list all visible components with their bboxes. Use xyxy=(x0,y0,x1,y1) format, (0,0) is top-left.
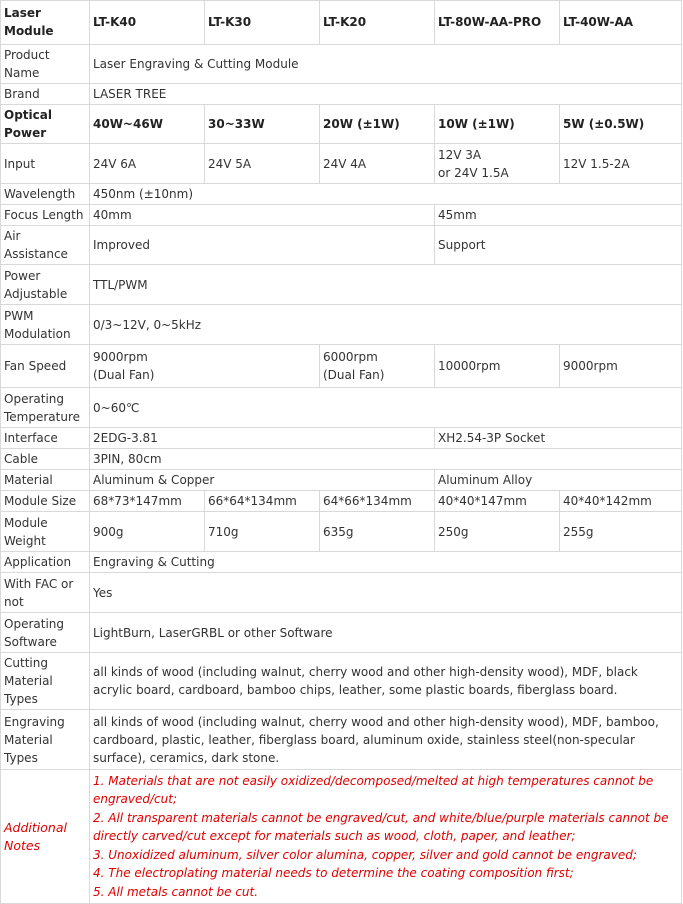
row-label xyxy=(1,613,90,653)
row-label: Input xyxy=(1,144,90,184)
model-lt-80w-aa-pro: LT-80W-AA-PRO xyxy=(435,1,560,45)
row-label xyxy=(1,388,90,428)
cell-line: (Dual Fan) xyxy=(93,368,155,382)
row-label: Application xyxy=(1,552,90,573)
row-label-line: Modulation xyxy=(4,326,71,341)
row-label xyxy=(1,265,90,305)
cell-value: 3PIN, 80cm xyxy=(90,449,682,470)
row-operating-temperature xyxy=(1,388,682,428)
row-with-fac xyxy=(1,573,682,613)
row-label: Wavelength xyxy=(1,184,90,205)
row-interface xyxy=(1,428,682,449)
row-cutting-material xyxy=(1,653,682,710)
cell-value: 250g xyxy=(435,512,560,552)
model-lt-40w-aa: LT-40W-AA xyxy=(560,1,682,45)
model-lt-k30: LT-K30 xyxy=(205,1,320,45)
cell-value: XH2.54-3P Socket xyxy=(435,428,682,449)
cell-value: 66*64*134mm xyxy=(205,491,320,512)
row-label-line: PWM xyxy=(4,308,34,323)
cell-value: Engraving & Cutting xyxy=(90,552,682,573)
row-label: Cable xyxy=(1,449,90,470)
row-label-line: Weight xyxy=(4,533,46,548)
row-label-line: Temperature xyxy=(4,409,81,424)
cell-value: 40W~46W xyxy=(90,105,205,144)
cell-value: 0~60℃ xyxy=(90,388,682,428)
cell-value: Aluminum & Copper xyxy=(90,470,435,491)
row-cable xyxy=(1,449,682,470)
row-label-line: Operating xyxy=(4,616,64,631)
row-product-name xyxy=(1,45,682,84)
row-label: Focus Length xyxy=(1,205,90,226)
row-pwm-modulation xyxy=(1,305,682,345)
cell-line: (Dual Fan) xyxy=(323,368,385,382)
note-item: 1. Materials that are not easily oxidized/decomposed/melted at high temperatures cannot be engraved/cut; xyxy=(93,773,654,807)
row-power-adjustable xyxy=(1,265,682,305)
cell-value xyxy=(90,345,320,388)
row-label: Interface xyxy=(1,428,90,449)
row-label-line: With FAC or xyxy=(4,576,74,591)
row-label-line: Cutting xyxy=(4,656,48,670)
row-label: Module Size xyxy=(1,491,90,512)
row-module-size xyxy=(1,491,682,512)
row-label xyxy=(1,653,90,710)
row-label-line: Adjustable xyxy=(4,286,68,301)
row-air-assistance xyxy=(1,226,682,265)
cell-value: LightBurn, LaserGRBL or other Software xyxy=(90,613,682,653)
row-label-line: Operating xyxy=(4,391,64,406)
row-label xyxy=(1,573,90,613)
row-engraving-material xyxy=(1,710,682,770)
header-label: Laser Module xyxy=(1,1,90,45)
cell-value: 45mm xyxy=(435,205,682,226)
model-lt-k40: LT-K40 xyxy=(90,1,205,45)
row-label: Material xyxy=(1,470,90,491)
cell-value xyxy=(320,345,435,388)
row-label xyxy=(1,710,90,770)
model-lt-k20: LT-K20 xyxy=(320,1,435,45)
row-label xyxy=(1,770,90,904)
cell-value: 710g xyxy=(205,512,320,552)
cell-value: 24V 6A xyxy=(90,144,205,184)
cell-line: 6000rpm xyxy=(323,350,378,364)
cell-value: Support xyxy=(435,226,682,265)
cell-value: Laser Engraving & Cutting Module xyxy=(90,45,682,84)
cell-value: 5W (±0.5W) xyxy=(560,105,682,144)
cell-value: TTL/PWM xyxy=(90,265,682,305)
cell-value: 12V 1.5-2A xyxy=(560,144,682,184)
row-wavelength xyxy=(1,184,682,205)
note-item: 5. All metals cannot be cut. xyxy=(93,884,259,899)
cell-value: 0/3~12V, 0~5kHz xyxy=(90,305,682,345)
cell-value: all kinds of wood (including walnut, cherry wood and other high-density wood), MDF, bamboo, cardboard, plastic, leather, fiberglass board, aluminum oxide, stainless steel(non-specular surface), ceramics, dark stone. xyxy=(90,710,682,770)
cell-value: 40*40*147mm xyxy=(435,491,560,512)
cell-value: Yes xyxy=(90,573,682,613)
row-label: Optical Power xyxy=(1,105,90,144)
row-label-line: Engraving xyxy=(4,714,65,729)
row-additional-notes xyxy=(1,770,682,904)
row-label-line: Software xyxy=(4,634,57,649)
cell-value: 40mm xyxy=(90,205,435,226)
row-label xyxy=(1,305,90,345)
cell-value: LASER TREE xyxy=(90,84,682,105)
row-label: Fan Speed xyxy=(1,345,90,388)
cell-value: 24V 5A xyxy=(205,144,320,184)
cell-value: 2EDG-3.81 xyxy=(90,428,435,449)
row-label-line: Material Types xyxy=(4,732,53,765)
row-module-weight xyxy=(1,512,682,552)
header-row xyxy=(1,1,682,45)
cell-value: 40*40*142mm xyxy=(560,491,682,512)
row-focus-length xyxy=(1,205,682,226)
cell-value: 900g xyxy=(90,512,205,552)
cell-value: Improved xyxy=(90,226,435,265)
row-optical-power xyxy=(1,105,682,144)
notes-list xyxy=(90,770,682,904)
row-label-line: Notes xyxy=(4,837,41,853)
cell-value: 20W (±1W) xyxy=(320,105,435,144)
row-label-line: Power xyxy=(4,268,41,283)
row-label-line: Module xyxy=(4,515,48,530)
cell-line: 9000rpm xyxy=(93,350,148,364)
cell-value xyxy=(435,144,560,184)
row-material xyxy=(1,470,682,491)
cell-value: 9000rpm xyxy=(560,345,682,388)
cell-value: 68*73*147mm xyxy=(90,491,205,512)
cell-value: 255g xyxy=(560,512,682,552)
cell-value: Aluminum Alloy xyxy=(435,470,682,491)
cell-value: 10W (±1W) xyxy=(435,105,560,144)
cell-line: 12V 3A xyxy=(438,147,482,162)
row-label-line: Additional xyxy=(4,819,67,835)
row-label-line: not xyxy=(4,594,24,609)
cell-value: 10000rpm xyxy=(435,345,560,388)
cell-value: 30~33W xyxy=(205,105,320,144)
row-label: Air Assistance xyxy=(1,226,90,265)
cell-line: or 24V 1.5A xyxy=(438,165,509,180)
cell-value: 24V 4A xyxy=(320,144,435,184)
cell-value: 450nm (±10nm) xyxy=(90,184,682,205)
row-application xyxy=(1,552,682,573)
cell-value: 64*66*134mm xyxy=(320,491,435,512)
cell-value: 635g xyxy=(320,512,435,552)
row-operating-software xyxy=(1,613,682,653)
note-item: 2. All transparent materials cannot be engraved/cut, and white/blue/purple materials cannot be directly carved/cut except for materials such as wood, cloth, paper, and leather; xyxy=(93,810,669,844)
row-fan-speed xyxy=(1,345,682,388)
row-input xyxy=(1,144,682,184)
row-label-line: Material Types xyxy=(4,674,53,706)
row-label: Product Name xyxy=(1,45,90,84)
row-brand xyxy=(1,84,682,105)
note-item: 3. Unoxidized aluminum, silver color alumina, copper, silver and gold cannot be engraved; xyxy=(93,847,637,862)
row-label xyxy=(1,512,90,552)
row-label: Brand xyxy=(1,84,90,105)
cell-value: all kinds of wood (including walnut, cherry wood and other high-density wood), MDF, black acrylic board, cardboard, bamboo chips, leather, some plastic boards, fiberglass board. xyxy=(90,653,682,710)
note-item: 4. The electroplating material needs to determine the coating composition first; xyxy=(93,866,574,881)
